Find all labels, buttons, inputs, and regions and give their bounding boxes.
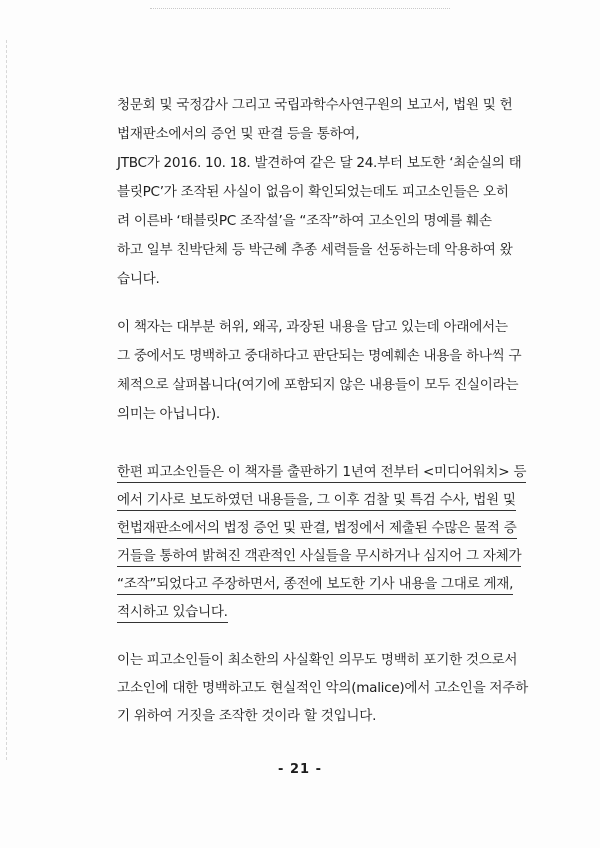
paragraph-line: 습니다.	[117, 271, 160, 287]
paragraph-line: 의미는 아닙니다).	[117, 406, 220, 422]
paragraph-line: JTBC가 2016. 10. 18. 발견하여 같은 달 24.부터 보도한 ‘최순실의 태	[117, 155, 522, 171]
paragraph-line: 이 책자는 대부분 허위, 왜곡, 과장된 내용을 담고 있는데 아래에서는	[117, 319, 508, 335]
underlined-line: “조작”되었다고 주장하면서, 종전에 보도한 기사 내용을 그대로 게재,	[117, 575, 513, 595]
scan-artifact-left	[6, 40, 8, 760]
paragraph-line: 하고 일부 친박단체 등 박근혜 추종 세력들을 선동하는데 악용하여 왔	[117, 242, 513, 258]
underlined-line: 에서 기사로 보도하였던 내용들을, 그 이후 검찰 및 특검 수사, 법원 및	[117, 491, 516, 511]
underlined-line: 헌법재판소에서의 법정 증언 및 판결, 법정에서 제출된 수많은 물적 증	[117, 519, 517, 539]
paragraph-line: 그 중에서도 명백하고 중대하다고 판단되는 명예훼손 내용을 하나씩 구	[117, 348, 522, 364]
underlined-line: 거들을 통하여 밝혀진 객관적인 사실들을 무시하거나 심지어 그 자체가	[117, 547, 521, 567]
paragraph-line: 청문회 및 국정감사 그리고 국립과학수사연구원의 보고서, 법원 및 헌	[117, 97, 513, 113]
paragraph-line: 법재판소에서의 증언 및 판결 등을 통하여,	[117, 126, 360, 142]
paragraph-line: 이는 피고소인들이 최소한의 사실확인 의무도 명백히 포기한 것으로서	[117, 652, 518, 668]
underlined-line: 적시하고 있습니다.	[117, 603, 228, 623]
scan-artifact-top	[150, 8, 450, 9]
paragraph-line: 체적으로 살펴봅니다(여기에 포함되지 않은 내용들이 모두 진실이라는	[117, 377, 519, 393]
paragraph-line: 려 이른바 ‘태블릿PC 조작설’을 “조작”하여 고소인의 명예를 훼손	[117, 213, 492, 229]
paragraph-line: 기 위하여 거짓을 조작한 것이라 할 것입니다.	[117, 708, 377, 724]
paragraph-line: 블릿PC’가 조작된 사실이 없음이 확인되었는데도 피고소인들은 오히	[117, 184, 509, 200]
paragraph-line: 고소인에 대한 명백하고도 현실적인 악의(malice)에서 고소인을 저주하	[117, 680, 528, 696]
underlined-line: 한편 피고소인들은 이 책자를 출판하기 1년여 전부터 <미디어워치> 등	[117, 463, 526, 483]
page-number: - 21 -	[278, 762, 322, 777]
